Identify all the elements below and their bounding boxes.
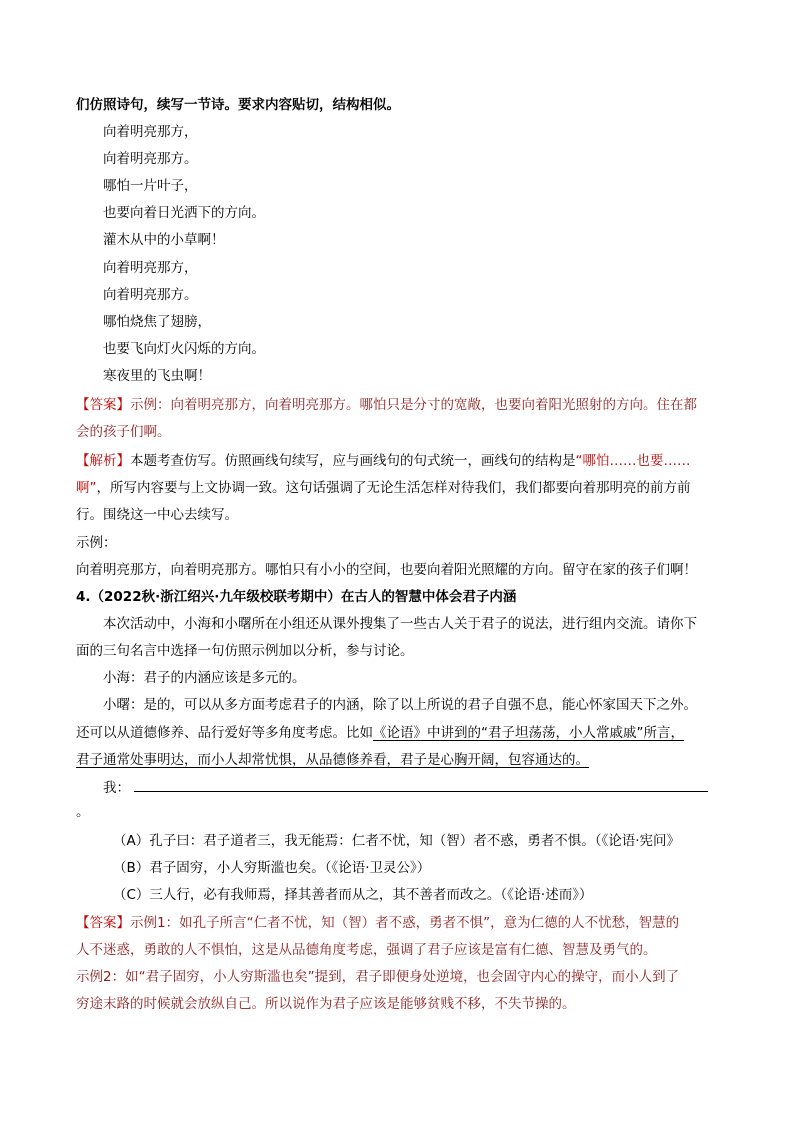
underlined-quote: 君子通常处事明达，而小人却常忧惧，从品德修养看，君子是心胸开阔，包容通达的。 <box>76 752 589 768</box>
xiaoshu-line: 还可以从道德修养、品行爱好等多角度考虑。比如《论语》中讲到的“君子坦荡荡，小人常戚戚”所言， <box>76 725 684 741</box>
xiaoshu-line: 小曙：是的，可以从多方面考虑君子的内涵，除了以上所说的君子自强不息，能心怀家国天下之外。 <box>103 697 697 713</box>
poem-line: 也要向着日光洒下的方向。 <box>103 205 265 221</box>
answer-4-line: 穷途末路的时候就会放纵自己。所以说作为君子应该是能够贫贱不移，不失节操的。 <box>76 996 576 1012</box>
answer-blank-row <box>103 779 708 797</box>
poem-line: 哪怕烧焦了翅膀， <box>103 314 211 330</box>
answer-tag: 【答案】 <box>76 915 130 931</box>
analysis-3-line: 啊”，所写内容要与上文协调一致。这句话强调了无论生活怎样对待我们，我们都要向着那明亮的前方前 <box>76 480 691 496</box>
poem-line: 灌木从中的小草啊！ <box>103 232 225 248</box>
answer-4-line: 示例2：如“君子固穷，小人穷斯滥也矣”提到，君子即便身处逆境，也会固守内心的操守，而小人到了 <box>76 969 680 985</box>
example-text: 向着明亮那方，向着明亮那方。哪怕只有小小的空间，也要向着阳光照耀的方向。留守在家的孩子们啊！ <box>76 562 697 578</box>
poem-line: 哪怕一片叶子， <box>103 178 198 194</box>
underlined-quote: 《论语》中讲到的“君子坦荡荡，小人常戚戚”所言， <box>373 725 684 741</box>
analysis-3-line: 行。围绕这一中心去续写。 <box>76 507 238 523</box>
poem-line: 向着明亮那方， <box>103 260 198 276</box>
xiaohai-line: 小海：君子的内涵应该是多元的。 <box>103 670 306 686</box>
poem-line: 向着明亮那方， <box>103 124 198 140</box>
me-label: 我： <box>103 780 130 796</box>
answer-3-line: 【答案】示例：向着明亮那方，向着明亮那方。哪怕只是分寸的宽敞，也要向着阳光照射的方向。住在都 <box>76 397 697 413</box>
q4-paragraph: 本次活动中，小海和小曙所在小组还从课外搜集了一些古人关于君子的说法，进行组内交流。请你下 <box>103 616 697 632</box>
poem-line: 向着明亮那方。 <box>103 151 198 167</box>
option-a: （A）孔子曰：君子道者三，我无能焉：仁者不忧，知（智）者不惑，勇者不惧。（《论语·宪问》 <box>113 833 681 849</box>
answer-3-line: 会的孩子们啊。 <box>76 424 171 440</box>
answer-4-line: 【答案】示例1：如孔子所言“仁者不忧，知（智）者不惑，勇者不惧”，意为仁德的人不忧愁，智慧的 <box>76 915 680 931</box>
option-c: （C）三人行，必有我师焉，择其善者而从之，其不善者而改之。（《论语·述而》） <box>113 887 593 903</box>
analysis-tag: 【解析】 <box>76 453 130 469</box>
question-4-title: 4.（2022秋·浙江绍兴·九年级校联考期中）在古人的智慧中体会君子内涵 <box>76 589 517 605</box>
poem-line: 寒夜里的飞虫啊！ <box>103 368 211 384</box>
poem-line: 向着明亮那方。 <box>103 287 198 303</box>
answer-tag: 【答案】 <box>76 397 130 413</box>
option-b: （B）君子固穷，小人穷斯滥也矣。（《论语·卫灵公》） <box>113 860 431 876</box>
answer-blank[interactable] <box>134 779 708 792</box>
q4-paragraph: 面的三句名言中选择一句仿照示例加以分析，参与讨论。 <box>76 643 414 659</box>
intro-text: 们仿照诗句，续写一节诗。要求内容贴切，结构相似。 <box>76 97 400 113</box>
analysis-3-line: 【解析】本题考查仿写。仿照画线句续写，应与画线句的句式统一，画线句的结构是“哪怕……也要…… <box>76 453 691 469</box>
poem-line: 也要飞向灯火闪烁的方向。 <box>103 341 265 357</box>
answer-4-line: 人不迷惑，勇敢的人不惧怕，这是从品德角度考虑，强调了君子应该是富有仁德、智慧及勇气的。 <box>76 942 657 958</box>
end-mark: 。 <box>76 804 90 820</box>
example-label: 示例： <box>76 535 117 551</box>
